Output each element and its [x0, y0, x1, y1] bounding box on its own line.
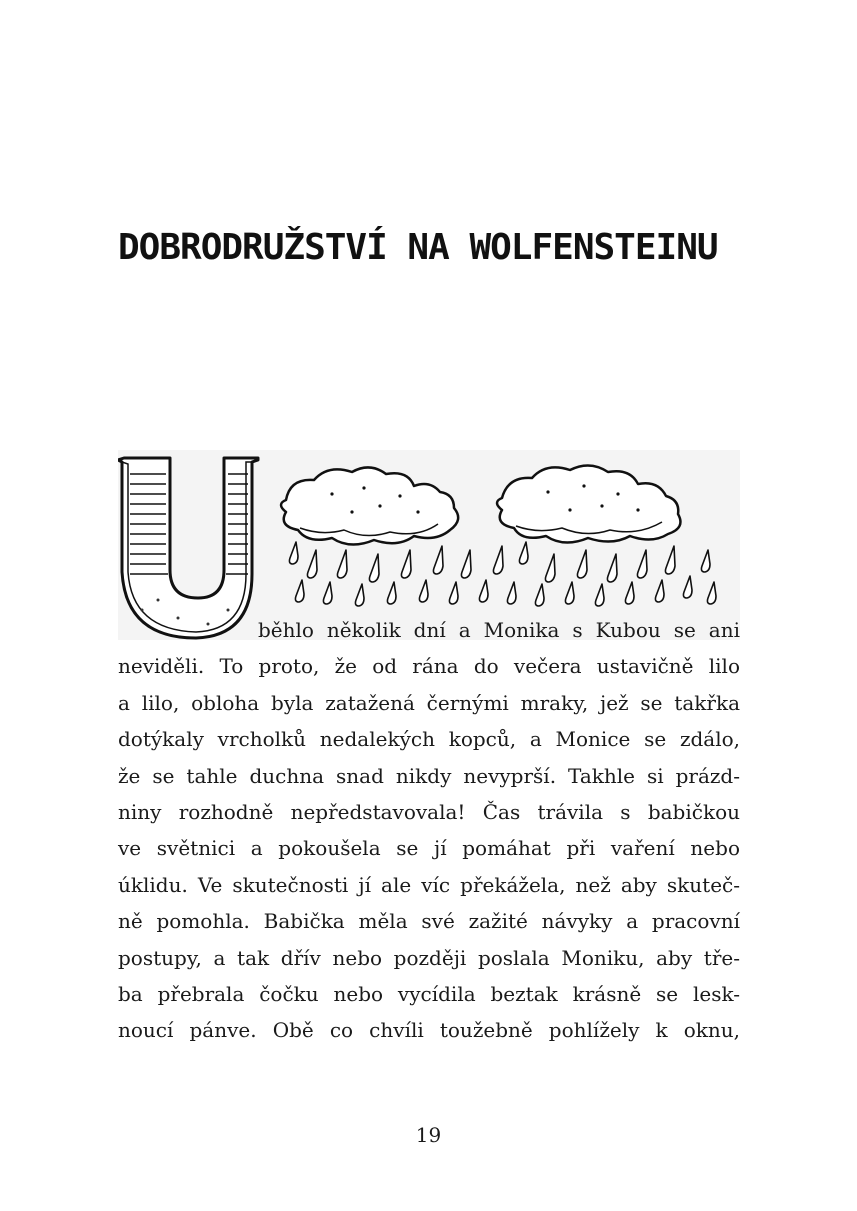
body-line: úklidu. Ve skutečnosti jí ale víc překážela, než aby skuteč- — [118, 872, 740, 897]
cloud-left — [281, 467, 458, 544]
body-line: ba přebrala čočku nebo vycídila beztak krásně se lesk- — [118, 981, 740, 1006]
body-line: že se tahle duchna snad nikdy nevyprší. Takhle si prázd- — [118, 763, 740, 788]
page-number: 19 — [415, 1123, 442, 1147]
body-line: a lilo, obloha byla zatažená černými mraky, jež se takřka — [118, 690, 740, 715]
raindrops — [289, 542, 716, 606]
body-line: ně pomohla. Babička měla své zažité návyky a pracovní — [118, 909, 740, 934]
body-line: postupy, a tak dřív nebo později poslala Moniku, aby tře- — [118, 945, 740, 970]
body-line: ve světnici a pokoušela se jí pomáhat při vaření nebo — [118, 836, 740, 861]
cloud-right — [497, 465, 680, 542]
body-line: běhlo několik dní a Monika s Kubou se ani — [258, 618, 740, 642]
body-line: noucí pánve. Obě co chvíli toužebně pohlížely k oknu, — [118, 1018, 740, 1043]
body-line: niny rozhodně nepředstavovala! Čas trávila s babičkou — [118, 799, 740, 824]
chapter-title: DOBRODRUŽSTVÍ NA WOLFENSTEINU — [118, 227, 718, 268]
drop-cap-u — [118, 458, 258, 638]
body-line: neviděli. To proto, že od rána do večera ustavičně lilo — [118, 654, 740, 679]
body-text — [118, 612, 740, 1049]
body-line: dotýkaly vrcholků nedalekých kopců, a Monice se zdálo, — [118, 727, 740, 752]
